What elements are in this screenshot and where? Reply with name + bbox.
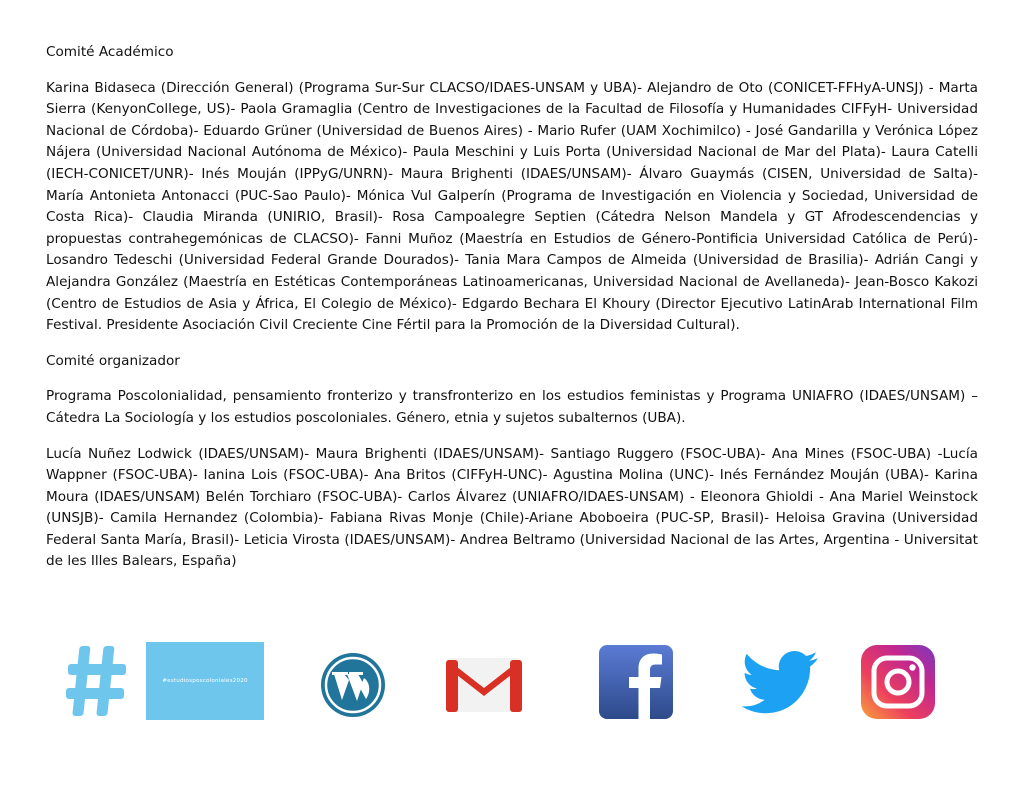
document-page [46, 42, 978, 587]
academic-committee-members: Karina Bidaseca (Dirección General) (Programa Sur-Sur CLACSO/IDAES-UNSAM y UBA)- Alejandro de Oto (CONICET-FFHyA-UNSJ) - Marta Sierra (KenyonCollege, US)- Paola Gramaglia (Centro de Investigaciones de la Facultad de Filosofía y Humanidades CIFFyH- Universidad Nacional de Córdoba)- Eduardo Grüner (Universidad de Buenos Aires) - Mario Rufer (UAM Xochimilco) - José Gandarilla y Verónica López Nájera (Universidad Nacional Autónoma de México)- Paula Meschini y Luis Porta (Universidad Nacional de Mar del Plata)- Laura Catelli (IECH-CONICET/UNR)- Inés Mouján (IPPyG/UNRN)- Maura Brighenti (IDAES/UNSAM)- Álvaro Guaymás (CISEN, Universidad de Salta)- María Antonieta Antonacci (PUC-Sao Paulo)- Mónica Vul Galperín (Programa de Investigación en Violencia y Sociedad, Universidad de Costa Rica)- Claudia Miranda (UNIRIO, Brasil)- Rosa Campoalegre Septien (Cátedra Nelson Mandela y GT Afrodescendencias y propuestas contrahegemónicas de CLACSO)- Fanni Muñoz (Maestría en Estudios de Género-Pontificia Universidad Católica de Perú)- Losandro Tedeschi (Universidad Federal Grande Dourados)- Tania Mara Campos de Almeida (Universidad de Brasilia)- Adrián Cangi y Alejandra González (Maestría en Estéticas Contemporáneas Latinoamericanas, Universidad Nacional de Avellaneda)- Jean-Bosco Kakozi (Centro de Estudios de Asia y África, El Colegio de México)- Edgardo Bechara El Khoury (Director Ejecutivo LatinArab International Film Festival. Presidente Asociación Civil Creciente Cine Fértil para la Promoción de la Diversidad Cultural). [46, 79, 978, 334]
instagram-icon[interactable] [860, 644, 936, 720]
social-icons-row [0, 642, 1024, 722]
facebook-icon[interactable] [598, 644, 674, 720]
hashtag-banner-text: #estudiosposcoloniales2020 [162, 678, 248, 684]
organizing-committee-programs: Programa Poscolonialidad, pensamiento fronterizo y transfronterizo en los estudios feministas y Programa UNIAFRO (IDAES/UNSAM) – Cátedra La Sociología y los estudios poscoloniales. Género, etnia y sujetos subalternos (UBA). [46, 388, 978, 426]
twitter-icon[interactable] [742, 650, 820, 716]
wordpress-icon[interactable] [320, 652, 386, 718]
gmail-icon[interactable] [444, 654, 524, 714]
organizing-committee-heading: Comité organizador [46, 352, 180, 369]
hashtag-banner[interactable] [146, 642, 264, 720]
academic-committee-heading: Comité Académico [46, 44, 174, 60]
organizing-committee-members: Lucía Nuñez Lodwick (IDAES/UNSAM)- Maura Brighenti (IDAES/UNSAM)- Santiago Ruggero (FSOC-UBA)- Ana Mines (FSOC-UBA) -Lucía Wappner (FSOC-UBA)- Ianina Lois (FSOC-UBA)- Ana Britos (CIFFyH-UNC)- Agustina Molina (UNC)- Inés Fernández Mouján (UBA)- Karina Moura (IDAES/UNSAM) Belén Torchiaro (FSOC-UBA)- Carlos Álvarez (UNIAFRO/IDAES-UNSAM) - Eleonora Ghioldi - Ana Mariel Weinstock (UNSJB)- Camila Hernandez (Colombia)- Fabiana Rivas Monje (Chile)-Ariane Aboboeira (PUC-SP, Brasil)- Heloisa Gravina (Universidad Federal Santa María, Brasil)- Leticia Virosta (IDAES/UNSAM)- Andrea Beltramo (Universidad Nacional de las Artes, Argentina - Universitat de les Illes Balears, España) [46, 445, 978, 570]
hashtag-icon[interactable] [66, 642, 128, 720]
